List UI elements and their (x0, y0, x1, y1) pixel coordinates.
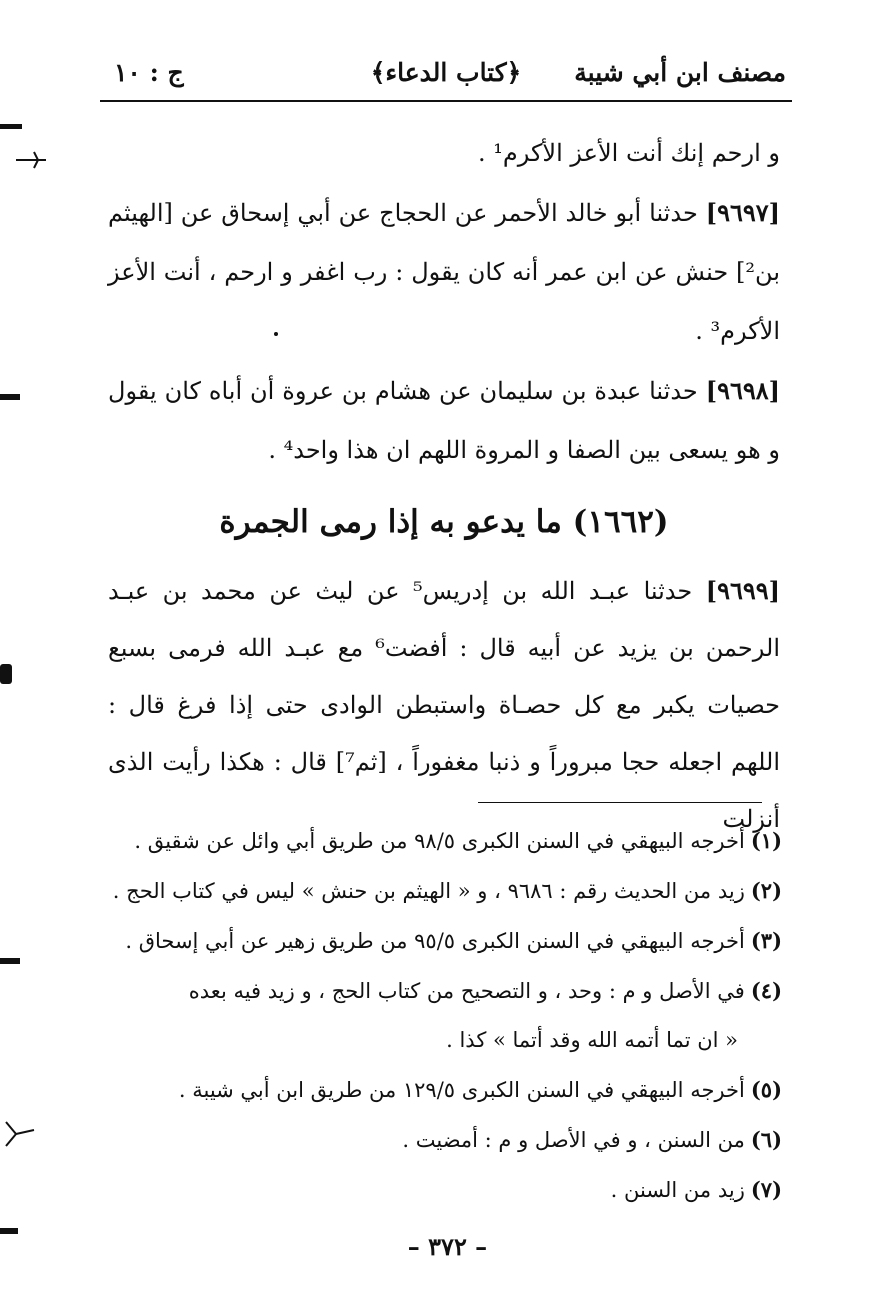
scan-mark (274, 332, 278, 336)
footnotes (110, 816, 782, 1215)
footnote-number: (٧) (750, 1177, 782, 1202)
footnote-rule (478, 802, 762, 803)
footnote-text: زيد من السنن . (610, 1178, 745, 1202)
main-text-top (108, 124, 780, 480)
hadith-paragraph-9699 (108, 562, 780, 848)
footnote-4-continuation: « ان تما أتمه الله وقد أتما » كذا . (446, 1028, 738, 1052)
hadith-paragraph-9697 (108, 183, 780, 361)
footnote-text: أخرجه البيهقي في السنن الكبرى ١٢٩/٥ من طريق ابن أبي شيبة . (178, 1078, 745, 1102)
scan-mark (0, 124, 22, 129)
footnote-number: (٤) (750, 978, 782, 1003)
volume-label: ج : ١٠ (114, 58, 184, 87)
section-heading: (١٦٦٢) ما يدعو به إذا رمى الجمرة (219, 504, 669, 540)
scan-mark (0, 394, 20, 400)
header-rule (100, 100, 792, 102)
footnote-text: أخرجه البيهقي في السنن الكبرى ٩٥/٥ من طريق زهير عن أبي إسحاق . (125, 929, 745, 953)
hadith-number: [٩٦٩٧] (705, 198, 780, 227)
scan-mark (0, 958, 20, 964)
scan-mark (14, 148, 48, 172)
footnote-number: (٢) (750, 878, 782, 903)
scan-mark (0, 664, 12, 684)
running-head (100, 56, 792, 96)
hadith-text: حدثنا عبـد الله بن إدريس⁵ عن ليث عن محمد بن عبـد الرحمن بن يزيد عن أبيه قال : أفضت⁶ مع عبـد الله فرمى بسبع حصيات يكبر مع كل حصـاة واستبطن الوادى حتى إذا فرغ قال : اللهم اجعله حجا مبروراً و ذنبا مغفوراً ، [ثم⁷] قال : هكذا رأيت الذى أنزلت (108, 577, 781, 833)
book-title: مصنف ابن أبي شيبة (574, 58, 786, 87)
footnote-6 (110, 1115, 782, 1165)
footnote-text: أخرجه البيهقي في السنن الكبرى ٩٨/٥ من طريق أبي وائل عن شقيق . (134, 829, 745, 853)
hadith-number: [٩٦٩٨] (705, 376, 780, 405)
hadith-text: حدثنا عبدة بن سليمان عن هشام بن عروة أن أباه كان يقول و هو يسعى بين الصفا و المروة اللهم ان هذا واحد⁴ . (108, 377, 780, 464)
footnote-4 (110, 966, 782, 1016)
footnote-number: (١) (750, 828, 782, 853)
text-line-continuation: و ارحم إنك أنت الأعز الأكرم¹ . (478, 139, 780, 167)
footnote-3 (110, 916, 782, 966)
hadith-text: حدثنا أبو خالد الأحمر عن الحجاج عن أبي إسحاق عن [الهيثم بن²] حنش عن ابن عمر أنه كان يقول : رب اغفر و ارحم ، أنت الأعز الأكرم³ . (108, 199, 780, 345)
footnote-1 (110, 816, 782, 866)
scan-mark (2, 1118, 36, 1152)
footnote-2 (110, 866, 782, 916)
footnote-text: زيد من الحديث رقم : ٩٦٨٦ ، و « الهيثم بن حنش » ليس في كتاب الحج . (112, 879, 745, 903)
footnote-text: في الأصل و م : وحد ، و التصحيح من كتاب الحج ، و زيد فيه بعده (188, 979, 745, 1003)
footnote-number: (٦) (750, 1127, 782, 1152)
footnote-number: (٥) (750, 1077, 782, 1102)
footnote-7 (110, 1165, 782, 1215)
page-number: – ٣٧٢ – (407, 1232, 488, 1261)
chapter-title: ﴿كتاب الدعاء﴾ (370, 58, 522, 87)
main-text-bottom (108, 562, 780, 848)
footnote-5 (110, 1065, 782, 1115)
hadith-number: [٩٦٩٩] (705, 576, 780, 605)
footnote-text: من السنن ، و في الأصل و م : أمضيت . (402, 1128, 745, 1152)
footnote-number: (٣) (750, 928, 782, 953)
hadith-paragraph-9698 (108, 361, 780, 480)
scan-mark (0, 1228, 18, 1234)
